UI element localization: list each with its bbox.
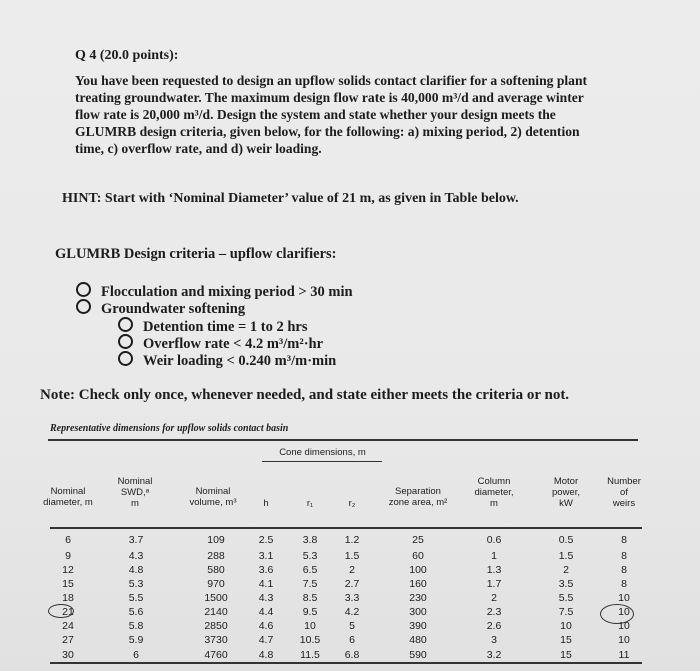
table-cell: 10 xyxy=(618,620,630,632)
table-cell: 3.6 xyxy=(258,564,274,576)
table-cell: 6.8 xyxy=(344,649,360,661)
circled-annotation xyxy=(48,604,74,618)
column-header-line: r₁ xyxy=(306,498,314,509)
table-cell: 6 xyxy=(133,649,139,661)
table-cell: 10 xyxy=(618,592,630,604)
table-cell: 4.2 xyxy=(344,606,360,618)
table-cell: 109 xyxy=(207,534,225,546)
open-circle-bullet-icon xyxy=(76,299,91,314)
table-cell: 3 xyxy=(491,634,497,646)
table-cell: 5.8 xyxy=(128,620,144,632)
table-cell: 11 xyxy=(618,649,630,661)
table-cell: 0.6 xyxy=(486,534,502,546)
table-cell: 6.5 xyxy=(302,564,318,576)
table-cell: 60 xyxy=(412,550,424,562)
table-cell: 3.7 xyxy=(128,534,144,546)
table-cell: 27 xyxy=(62,634,74,646)
criteria-subitem: Weir loading < 0.240 m³/m·min xyxy=(118,351,336,370)
table-cell: 25 xyxy=(412,534,424,546)
table-cell: 2850 xyxy=(204,620,228,632)
table-cell: 8 xyxy=(621,550,627,562)
cone-dimensions-header: Cone dimensions, m xyxy=(279,447,366,458)
table-cell: 6 xyxy=(349,634,355,646)
open-circle-bullet-icon xyxy=(76,282,91,297)
column-header-line: Number xyxy=(607,476,641,487)
table-cell: 288 xyxy=(207,550,225,562)
column-header-line: volume, m³ xyxy=(189,497,237,508)
table-caption: Representative dimensions for upflow solids contact basin xyxy=(50,423,289,434)
table-cell: 300 xyxy=(409,606,427,618)
table-cell: 15 xyxy=(560,649,572,661)
table-cell: 3.2 xyxy=(486,649,502,661)
table-cell: 480 xyxy=(409,634,427,646)
table-cell: 3.5 xyxy=(558,578,574,590)
open-circle-bullet-icon xyxy=(118,317,133,332)
table-cell: 30 xyxy=(62,649,74,661)
table-cell: 1.3 xyxy=(486,564,502,576)
column-header-line: r₂ xyxy=(348,498,356,509)
table-cell: 0.5 xyxy=(558,534,574,546)
criteria-item: Groundwater softening xyxy=(76,299,245,318)
table-cell: 5.9 xyxy=(128,634,144,646)
table-cell: 1 xyxy=(491,550,497,562)
table-cell: 10 xyxy=(618,634,630,646)
table-cell: 6 xyxy=(65,534,71,546)
table-cell: 3.3 xyxy=(344,592,360,604)
column-header-line: power, xyxy=(552,487,580,498)
criteria-subitem: Overflow rate < 4.2 m³/m²·hr xyxy=(118,334,323,353)
table-cell: 1.5 xyxy=(344,550,360,562)
column-header xyxy=(378,486,458,508)
table-cell: 160 xyxy=(409,578,427,590)
table-cell: 24 xyxy=(62,620,74,632)
table-header-rule xyxy=(50,527,642,529)
question-body xyxy=(75,72,645,157)
column-header-line: h xyxy=(263,498,269,509)
body-line: GLUMRB design criteria, given below, for the following: a) mixing period, 2) detention xyxy=(75,124,580,139)
column-header xyxy=(95,476,175,509)
table-cell: 5.3 xyxy=(302,550,318,562)
table-cell: 970 xyxy=(207,578,225,590)
column-header-line: Separation xyxy=(395,486,441,497)
table-cell: 4.3 xyxy=(258,592,274,604)
column-header xyxy=(584,476,664,509)
column-header-line: Nominal xyxy=(195,486,231,497)
table-cell: 1500 xyxy=(204,592,228,604)
table-cell: 2 xyxy=(349,564,355,576)
table-cell: 2.3 xyxy=(486,606,502,618)
table-cell: 8 xyxy=(621,564,627,576)
table-cell: 390 xyxy=(409,620,427,632)
table-cell: 4.7 xyxy=(258,634,274,646)
table-cell: 4.3 xyxy=(128,550,144,562)
table-cell: 12 xyxy=(62,564,74,576)
circled-annotation xyxy=(600,604,634,624)
table-cell: 2.5 xyxy=(258,534,274,546)
column-header-line: kW xyxy=(559,498,573,509)
criteria-item: Flocculation and mixing period > 30 min xyxy=(76,282,353,301)
table-cell: 5.5 xyxy=(128,592,144,604)
criteria-subitem: Detention time = 1 to 2 hrs xyxy=(118,317,308,336)
table-cell: 9 xyxy=(65,550,71,562)
table-cell: 10 xyxy=(560,620,572,632)
table-top-rule xyxy=(48,439,638,441)
body-line: flow rate is 20,000 m³/d. Design the system and state whether your design meets the xyxy=(75,107,556,122)
table-cell: 3.8 xyxy=(302,534,318,546)
table-cell: 7.5 xyxy=(302,578,318,590)
column-header-line: zone area, m² xyxy=(388,497,448,508)
table-cell: 5.6 xyxy=(128,606,144,618)
table-cell: 15 xyxy=(560,634,572,646)
column-header-line: diameter, xyxy=(474,487,514,498)
hint-text: HINT: Start with ‘Nominal Diameter’ value of 21 m, as given in Table below. xyxy=(62,191,519,206)
body-line: treating groundwater. The maximum design flow rate is 40,000 m³/d and average winter xyxy=(75,90,584,105)
table-cell: 10 xyxy=(618,606,630,618)
table-cell: 590 xyxy=(409,649,427,661)
column-header-line: m xyxy=(490,498,498,509)
body-line: You have been requested to design an upflow solids contact clarifier for a softening plant xyxy=(75,73,588,88)
table-cell: 7.5 xyxy=(558,606,574,618)
column-header-line: SWD,ᵃ xyxy=(120,487,150,498)
table-cell: 4.8 xyxy=(128,564,144,576)
table-cell: 5 xyxy=(349,620,355,632)
table-cell: 18 xyxy=(62,592,74,604)
table-bottom-rule xyxy=(50,662,642,664)
table-cell: 4760 xyxy=(204,649,228,661)
table-cell: 8 xyxy=(621,534,627,546)
table-cell: 8.5 xyxy=(302,592,318,604)
table-cell: 4.8 xyxy=(258,649,274,661)
column-header-line: Nominal xyxy=(50,486,86,497)
table-cell: 21 xyxy=(62,606,74,618)
table-cell: 4.1 xyxy=(258,578,274,590)
column-header-line: weirs xyxy=(612,498,636,509)
open-circle-bullet-icon xyxy=(118,334,133,349)
table-cell: 100 xyxy=(409,564,427,576)
table-cell: 10.5 xyxy=(299,634,321,646)
table-cell: 11.5 xyxy=(300,649,320,661)
table-cell: 3.1 xyxy=(258,550,274,562)
column-header-line: Motor xyxy=(553,476,579,487)
table-cell: 1.2 xyxy=(344,534,360,546)
table-cell: 2.7 xyxy=(344,578,360,590)
cone-group-rule xyxy=(262,461,382,462)
note-text: Note: Check only once, whenever needed, and state either meets the criteria or not. xyxy=(40,387,570,403)
table-cell: 580 xyxy=(207,564,225,576)
column-header-line: of xyxy=(620,487,628,498)
table-cell: 2 xyxy=(563,564,569,576)
column-header-line: diameter, m xyxy=(43,497,93,508)
column-header-line: Nominal xyxy=(117,476,153,487)
body-line: time, c) overflow rate, and d) weir loading. xyxy=(75,141,322,156)
table-cell: 4.4 xyxy=(258,606,274,618)
table-cell: 5.3 xyxy=(128,578,144,590)
criteria-title: GLUMRB Design criteria – upflow clarifiers: xyxy=(55,246,337,262)
column-header-line: m xyxy=(131,498,139,509)
table-cell: 1.5 xyxy=(558,550,574,562)
table-cell: 5.5 xyxy=(558,592,574,604)
table-cell: 8 xyxy=(621,578,627,590)
table-cell: 15 xyxy=(62,578,74,590)
column-header-line: Column xyxy=(477,476,511,487)
table-cell: 230 xyxy=(409,592,427,604)
column-header xyxy=(454,476,534,509)
table-cell: 2.6 xyxy=(486,620,502,632)
table-cell: 2 xyxy=(491,592,497,604)
table-cell: 2140 xyxy=(204,606,228,618)
table-cell: 3730 xyxy=(204,634,228,646)
open-circle-bullet-icon xyxy=(118,351,133,366)
question-title: Q 4 (20.0 points): xyxy=(75,48,179,63)
table-cell: 9.5 xyxy=(302,606,318,618)
table-cell: 1.7 xyxy=(486,578,502,590)
table-cell: 10 xyxy=(304,620,316,632)
table-cell: 4.6 xyxy=(258,620,274,632)
